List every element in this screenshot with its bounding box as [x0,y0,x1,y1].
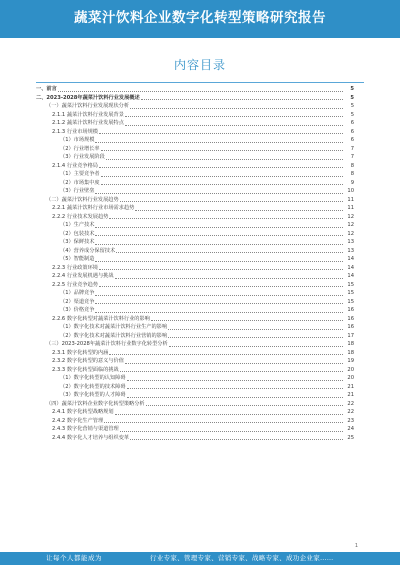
toc-entry[interactable] [36,247,354,256]
toc-entry[interactable] [36,85,354,94]
toc-leader-dots [146,405,343,406]
toc-entry-page: 24 [347,426,354,432]
toc-entry[interactable] [36,204,354,213]
toc-entry-page: 16 [347,307,354,313]
toc-entry[interactable] [36,102,354,111]
toc-leader-dots [135,210,343,211]
page-number: 1 [354,543,358,549]
toc-entry-page: 21 [347,392,354,398]
toc-entry-page: 6 [350,137,354,143]
toc-entry[interactable] [36,323,354,332]
footer-tagline: 行业专家、管理专家、营销专家、战略专家、成功企业家…… [150,554,334,562]
toc-entry-page: 12 [347,213,354,220]
toc-divider [36,82,364,83]
toc-leader-dots [95,227,343,228]
table-of-contents [36,85,354,442]
toc-entry-label: （四）蔬菜汁饮料企业数字化转型策略分析 [46,400,145,407]
toc-entry-label: （2）数字化转型的技术障碍 [60,383,126,390]
toc-entry-page: 25 [347,434,354,441]
toc-entry[interactable] [36,170,354,179]
toc-entry-label: 2.1.4 行业竞争格局 [52,162,98,169]
toc-entry-label: （1）生产技术 [60,222,95,228]
toc-entry-page: 12 [347,230,354,237]
toc-leader-dots [95,142,343,143]
toc-leader-dots [106,159,343,160]
toc-leader-dots [130,439,343,440]
toc-entry-page: 19 [347,358,354,364]
toc-entry[interactable] [36,289,354,298]
toc-entry-label: （二）蔬菜汁饮料行业发展趋势 [46,196,119,203]
toc-entry-label: （2）行业增长率 [60,145,100,152]
toc-entry[interactable] [36,306,354,315]
toc-entry[interactable] [36,230,354,239]
toc-entry[interactable] [36,272,354,281]
toc-leader-dots [95,303,343,304]
toc-entry-label: 2.2.2 行业技术发展趋势 [52,213,109,220]
toc-entry-label: （一）蔬菜汁饮料行业发展现状分析 [46,103,130,109]
toc-leader-dots [125,116,343,117]
toc-entry[interactable] [36,213,354,222]
toc-entry[interactable] [36,94,354,103]
toc-leader-dots [116,252,343,253]
toc-entry-label: （1）数字化转型的认知障碍 [60,375,126,381]
toc-entry-page: 5 [350,111,354,118]
toc-entry-label: 2.4.4 数字化人才培养与组织变革 [52,434,130,441]
toc-entry[interactable] [36,255,354,264]
toc-entry-page: 7 [350,154,354,160]
toc-entry-page: 5 [350,103,354,109]
toc-entry[interactable] [36,238,354,247]
toc-entry[interactable] [36,196,354,205]
toc-entry-label: （3）价格竞争 [60,307,95,313]
toc-leader-dots [127,397,343,398]
toc-entry-label: （3）行业壁垒 [60,188,95,194]
toc-entry-label: （3）数字化转型的人才障碍 [60,392,126,398]
toc-entry-label: 2.4.1 数字化转型战略规划 [52,409,114,415]
toc-entry-page: 6 [350,128,354,135]
toc-leader-dots [125,363,343,364]
footer-slogan: 让每个人都能成为 [46,554,102,562]
toc-leader-dots [95,312,343,313]
toc-entry[interactable] [36,400,354,409]
toc-leader-dots [169,346,343,347]
toc-leader-dots [127,388,343,389]
toc-entry-label: （3）保鲜技术 [60,239,95,245]
toc-entry-page: 5 [350,94,354,101]
toc-entry-label: 2.1.1 蔬菜汁饮料行业发展背景 [52,111,124,118]
toc-leader-dots [99,133,343,134]
toc-leader-dots [109,354,343,355]
toc-entry-page: 15 [347,281,354,288]
toc-entry-page: 10 [347,188,354,194]
toc-entry-label: 2.4.2 数字化生产管理 [52,417,104,424]
toc-entry[interactable] [36,145,354,154]
toc-leader-dots [115,278,343,279]
toc-entry[interactable] [36,374,354,383]
toc-leader-dots [101,150,343,151]
toc-leader-dots [127,380,343,381]
toc-entry-label: （2）市场集中度 [60,179,100,186]
toc-entry-label: 2.3.3 数字化转型面临的挑战 [52,366,119,373]
header-bar [0,0,400,38]
toc-leader-dots [95,244,343,245]
toc-entry-page: 16 [347,315,354,322]
toc-entry-label: （3）行业发展阶段 [60,154,105,160]
toc-entry-label: 2.2.5 行业竞争趋势 [52,281,98,288]
toc-entry-label: 2.2.6 数字化转型对蔬菜汁饮料行业的影响 [52,315,150,322]
toc-entry[interactable] [36,128,354,137]
toc-entry-label: （1）品牌竞争 [60,290,95,296]
toc-entry[interactable] [36,187,354,196]
toc-leader-dots [104,422,343,423]
toc-entry[interactable] [36,383,354,392]
toc-entry[interactable] [36,264,354,273]
toc-entry-label: 二、2023-2028年蔬菜汁饮料行业发展概述 [36,94,140,101]
toc-leader-dots [99,269,343,270]
toc-entry-label: 2.2.1 蔬菜汁饮料行业市场需求趋势 [52,205,135,211]
toc-entry-label: 2.2.4 行业发展机遇与挑战 [52,273,114,279]
toc-entry-page: 16 [347,324,354,330]
toc-entry[interactable] [36,434,354,443]
toc-entry[interactable] [36,153,354,162]
toc-entry-page: 15 [347,290,354,296]
toc-entry-label: （5）智能制造 [60,256,95,262]
toc-entry-page: 18 [347,341,354,347]
toc-title: 内容目录 [173,58,226,72]
toc-leader-dots [120,201,343,202]
toc-entry-page: 22 [347,409,354,415]
toc-entry[interactable] [36,119,354,128]
toc-entry-page: 11 [347,205,354,211]
toc-entry-page: 14 [347,264,354,271]
toc-entry[interactable] [36,425,354,434]
toc-entry-page: 22 [347,400,354,407]
toc-leader-dots [130,108,343,109]
toc-leader-dots [120,371,343,372]
toc-entry[interactable] [36,179,354,188]
toc-entry-page: 21 [347,383,354,390]
toc-entry-page: 14 [347,256,354,262]
toc-entry-page: 6 [350,120,354,126]
toc-entry[interactable] [36,111,354,120]
toc-leader-dots [168,337,343,338]
toc-entry[interactable] [36,136,354,145]
toc-entry-page: 20 [347,366,354,373]
toc-leader-dots [120,431,343,432]
toc-leader-dots [168,329,343,330]
toc-leader-dots [58,91,343,92]
toc-entry-label: 2.3.1 数字化转型的内涵 [52,349,109,356]
toc-leader-dots [95,261,343,262]
toc-entry-label: （2）包装技术 [60,230,95,237]
toc-entry-label: 2.3.2 数字化转型的意义与价值 [52,358,124,364]
toc-leader-dots [115,414,343,415]
toc-leader-dots [95,295,343,296]
toc-entry[interactable] [36,162,354,171]
toc-entry[interactable] [36,340,354,349]
toc-entry-page: 23 [347,417,354,424]
toc-leader-dots [95,235,343,236]
toc-entry-label: （2）渠道竞争 [60,298,95,305]
toc-entry[interactable] [36,315,354,324]
toc-leader-dots [95,193,343,194]
toc-leader-dots [101,184,343,185]
toc-leader-dots [141,99,343,100]
toc-entry[interactable] [36,357,354,366]
toc-entry-page: 18 [347,349,354,356]
toc-entry[interactable] [36,408,354,417]
toc-entry-page: 12 [347,222,354,228]
toc-entry-page: 7 [350,145,354,152]
toc-entry[interactable] [36,417,354,426]
toc-entry-label: （1）主要竞争者 [60,171,100,177]
toc-leader-dots [99,167,343,168]
toc-entry-page: 15 [347,298,354,305]
toc-entry-page: 8 [350,162,354,169]
toc-leader-dots [125,125,343,126]
toc-entry[interactable] [36,221,354,230]
toc-entry-label: （1）数字化技术对蔬菜汁饮料行业生产的影响 [60,324,168,330]
toc-entry-page: 17 [347,332,354,339]
toc-entry-page: 9 [350,179,354,186]
toc-leader-dots [99,286,343,287]
toc-entry[interactable] [36,298,354,307]
toc-entry-page: 14 [347,273,354,279]
toc-leader-dots [109,218,343,219]
report-title: 蔬菜汁饮料企业数字化转型策略研究报告 [74,10,326,26]
toc-entry-label: （三）2023-2028年蔬菜汁饮料行业数字化转型分析 [46,341,168,347]
toc-entry-label: 2.2.3 行业政策环境 [52,264,98,271]
toc-entry-label: 2.4.3 数字化营销与渠道管理 [52,426,119,432]
toc-entry-page: 13 [347,247,354,254]
toc-entry-page: 8 [350,171,354,177]
toc-entry-label: 2.1.3 行业市场规模 [52,128,98,135]
toc-entry[interactable] [36,332,354,341]
toc-entry-page: 11 [347,196,354,203]
toc-entry-label: （2）数字化技术对蔬菜汁饮料行业营销的影响 [60,332,168,339]
toc-entry-label: 2.1.2 蔬菜汁饮料行业发展特点 [52,120,124,126]
toc-entry[interactable] [36,281,354,290]
toc-leader-dots [101,176,343,177]
toc-entry-page: 13 [347,239,354,245]
toc-entry-page: 20 [347,375,354,381]
toc-entry-label: （4）营养成分保留技术 [60,247,116,254]
toc-entry[interactable] [36,366,354,375]
toc-entry-label: 一、前言 [36,86,57,92]
toc-entry[interactable] [36,349,354,358]
toc-entry-label: （1）市场规模 [60,137,95,143]
footer-bar [0,552,400,565]
toc-entry-page: 5 [350,86,354,92]
toc-leader-dots [151,320,343,321]
toc-entry[interactable] [36,391,354,400]
